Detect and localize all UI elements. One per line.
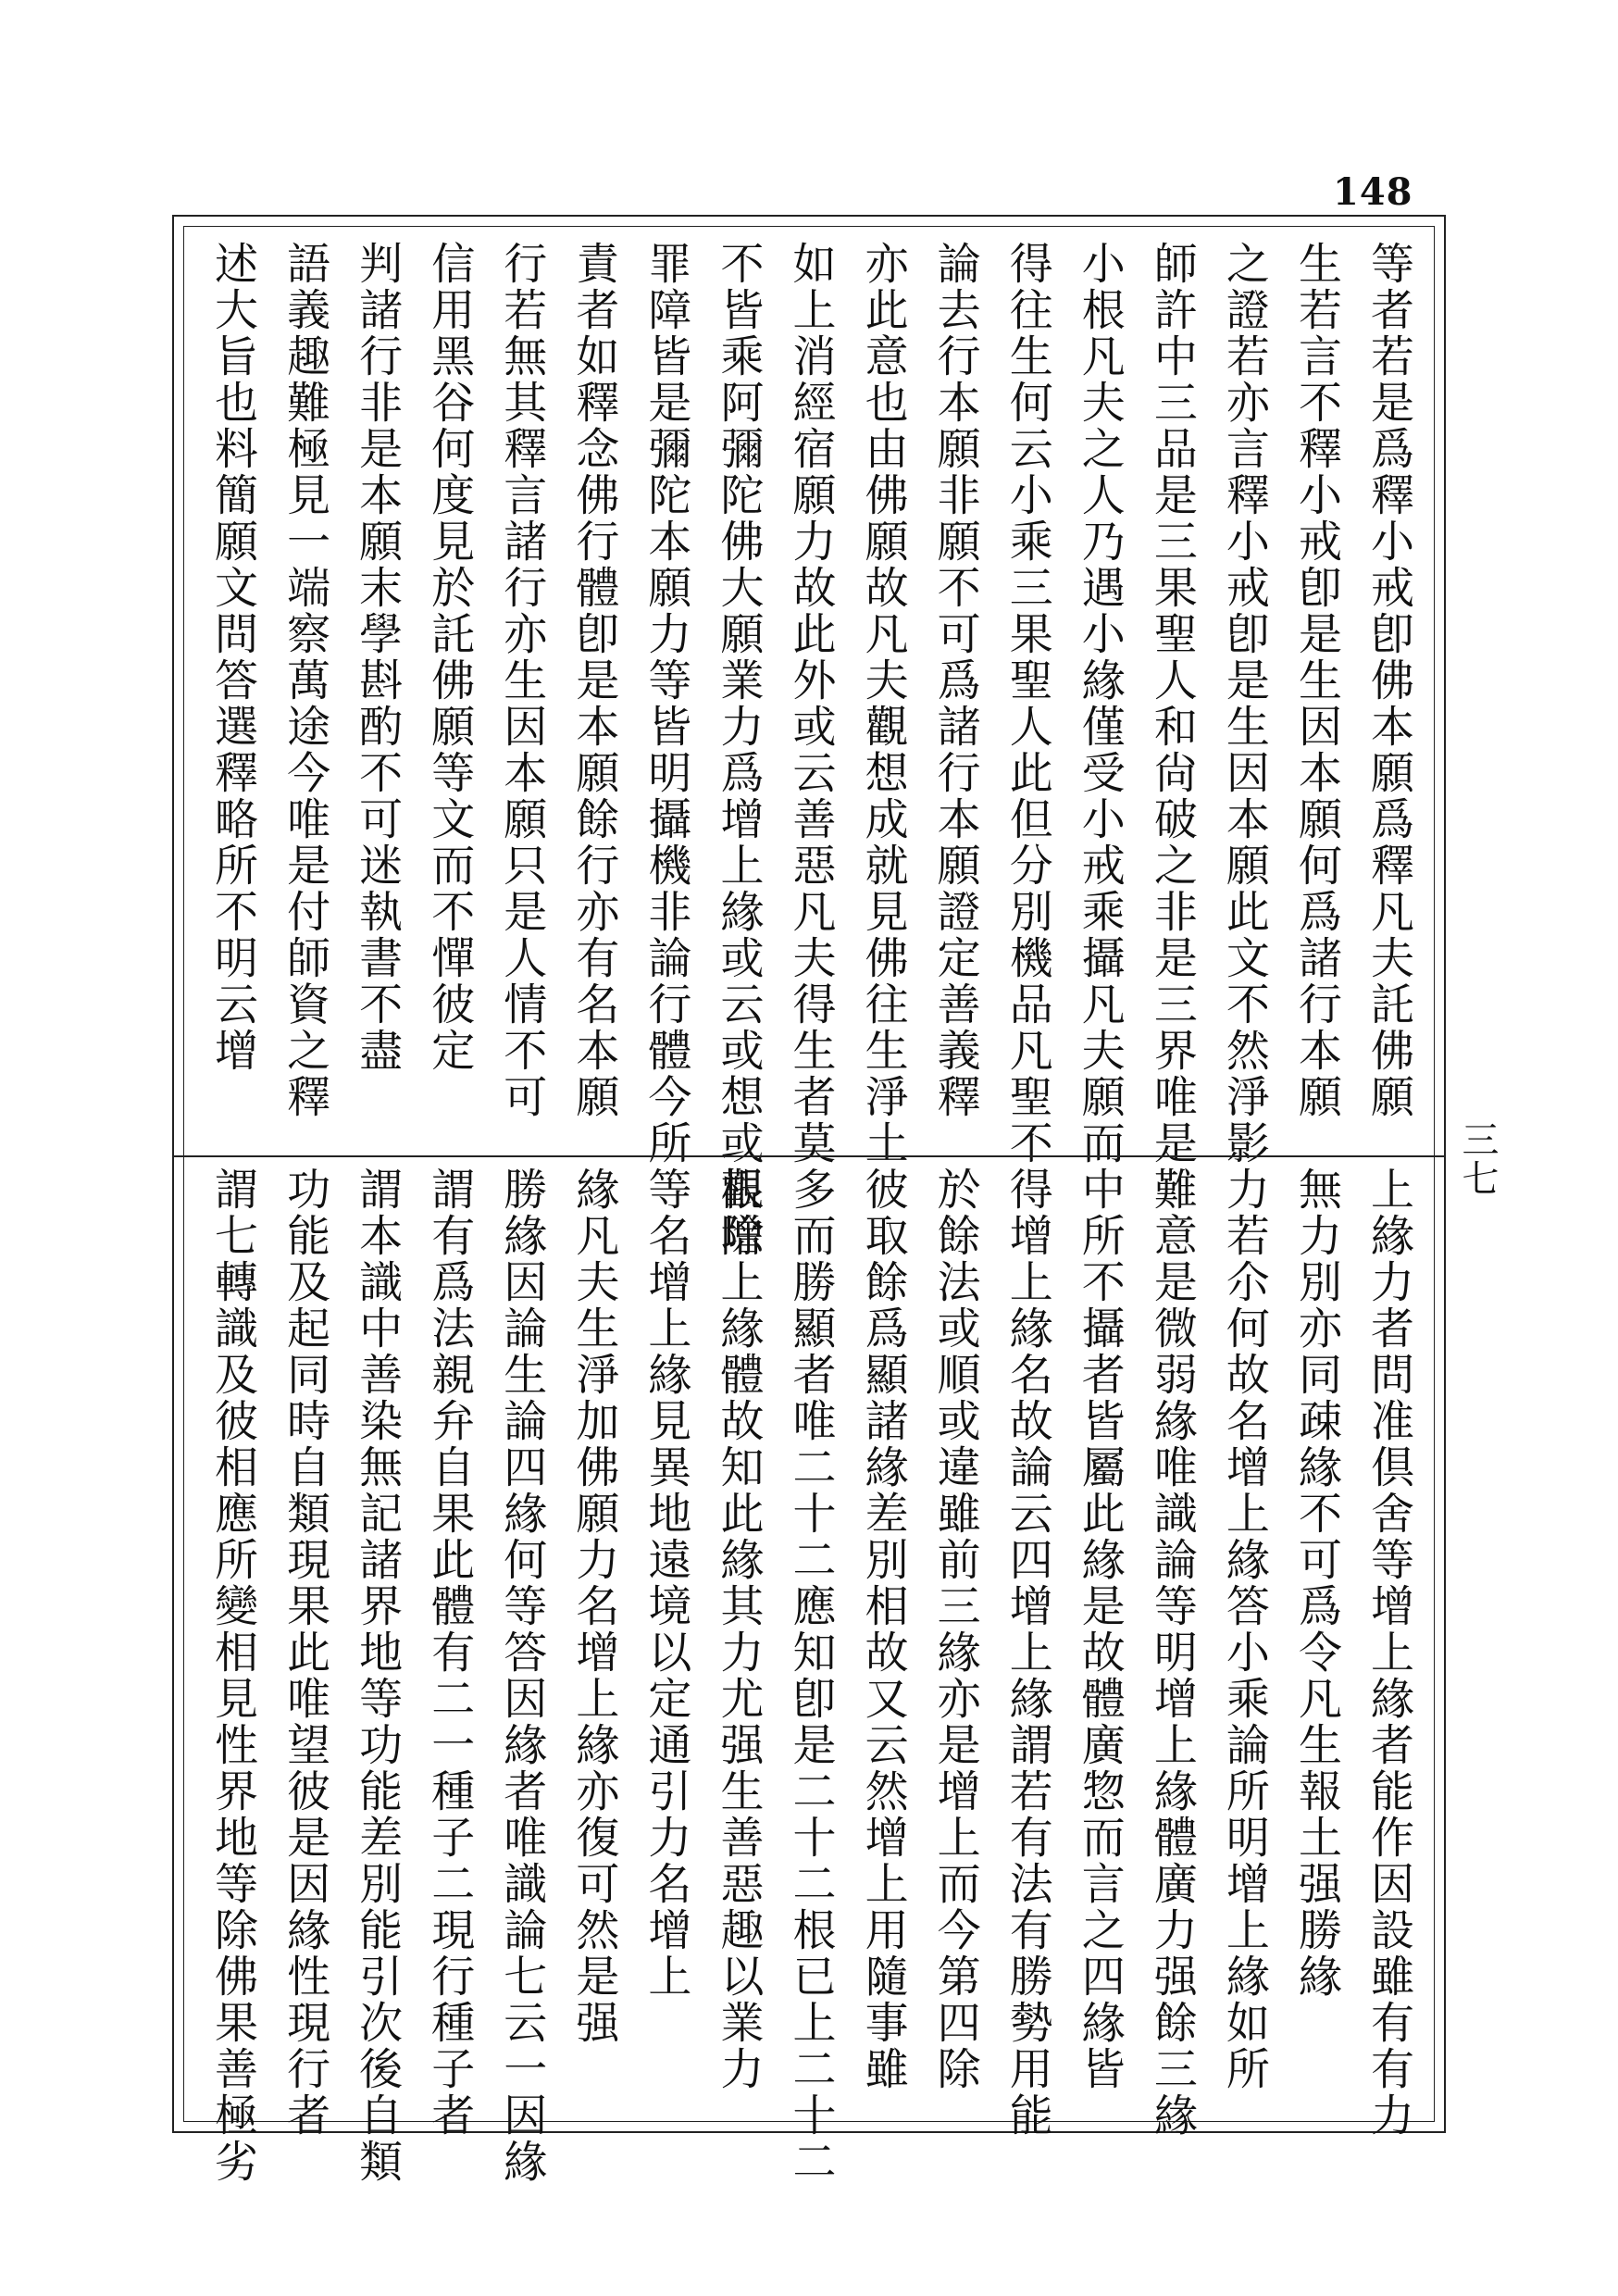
text-column: 得往生何云小乘三果聖人此但分別機品凡聖不 [1002,241,1053,1167]
page-number: 148 [1333,170,1413,214]
text-column: 等者若是爲釋小戒卽佛本願爲釋凡夫託佛願 [1363,241,1414,1120]
text-column: 之證若亦言釋小戒卽是生因本願此文不然淨影 [1218,241,1270,1167]
text-column: 亦此意也由佛願故凡夫觀想成就見佛往生淨土 [857,241,909,1167]
text-column: 難意是微弱緣唯識論等明增上緣體廣力强餘三緣 [1146,1167,1198,2139]
text-column: 彼取餘爲顯諸緣差別相故又云然增上用隨事雖 [857,1167,909,2092]
text-column: 罪障皆是彌陀本願力等皆明攝機非論行體今所 [641,241,692,1167]
text-column: 勝緣因論生論四緣何等答因緣者唯識論七云一因緣 [496,1167,548,2185]
text-column: 中所不攝者皆屬此緣是故體廣惣而言之四緣皆 [1074,1167,1126,2092]
upper-text-block [207,241,1414,1259]
text-column: 緣凡夫生淨加佛願力名增上緣亦復可然是强 [568,1167,620,2046]
text-column: 語義趣難極見一端察萬途今唯是付師資之釋 [280,241,331,1120]
text-column: 行若無其釋言諸行亦生因本願只是人情不可 [496,241,548,1120]
text-column: 謂有爲法親弁自果此體有二一種子二現行種子者 [424,1167,476,2139]
text-column: 力若尒何故名增上緣答小乘論所明增上緣如所 [1218,1167,1270,2092]
text-column: 上緣力者問准倶舍等增上緣者能作因設雖有有力 [1363,1167,1414,2139]
text-column: 等名增上緣見異地遠境以定通引力名增上 [641,1167,692,2000]
text-column: 功能及起同時自類現果此唯望彼是因緣性現行者 [280,1167,331,2139]
text-column: 責者如釋念佛行體卽是本願餘行亦有名本願 [568,241,620,1120]
text-column: 判諸行非是本願末學斟酌不可迷執書不盡 [352,241,404,1074]
section-divider [174,1155,1444,1157]
text-column: 論去行本願非願不可爲諸行本願證定善義釋 [929,241,981,1120]
text-column: 根增上緣體故知此緣其力尤强生善惡趣以業力 [713,1167,765,2092]
text-column: 述大旨也料簡願文問答選釋略所不明云增 [207,241,258,1074]
text-column: 多而勝顯者唯二十二應知卽是二十二根已上二十二 [785,1167,837,2185]
text-column: 不皆乘阿彌陀佛大願業力爲增上緣或云或想或觀除 [713,241,765,1259]
text-column: 於餘法或順或違雖前三緣亦是增上而今第四除 [929,1167,981,2092]
side-page-number: 三七 [1456,1120,1499,1198]
text-frame [172,215,1446,2185]
text-column: 得增上緣名故論云四增上緣謂若有法有勝勢用能 [1002,1167,1053,2139]
text-column: 小根凡夫之人乃遇小緣僅受小戒乘攝凡夫願而 [1074,241,1126,1167]
lower-text-block [207,1167,1414,2185]
text-column: 謂七轉識及彼相應所變相見性界地等除佛果善極劣 [207,1167,258,2185]
text-column: 生若言不釋小戒卽是生因本願何爲諸行本願 [1290,241,1342,1120]
text-column: 無力別亦同疎緣不可爲令凡生報土强勝緣 [1290,1167,1342,2000]
text-column: 如上消經宿願力故此外或云善惡凡夫得生者莫 [785,241,837,1167]
text-column: 謂本識中善染無記諸界地等功能差別能引次後自類 [352,1167,404,2185]
text-column: 師許中三品是三果聖人和尙破之非是三界唯是 [1146,241,1198,1167]
text-column: 信用黑谷何度見於託佛願等文而不憚彼定 [424,241,476,1074]
